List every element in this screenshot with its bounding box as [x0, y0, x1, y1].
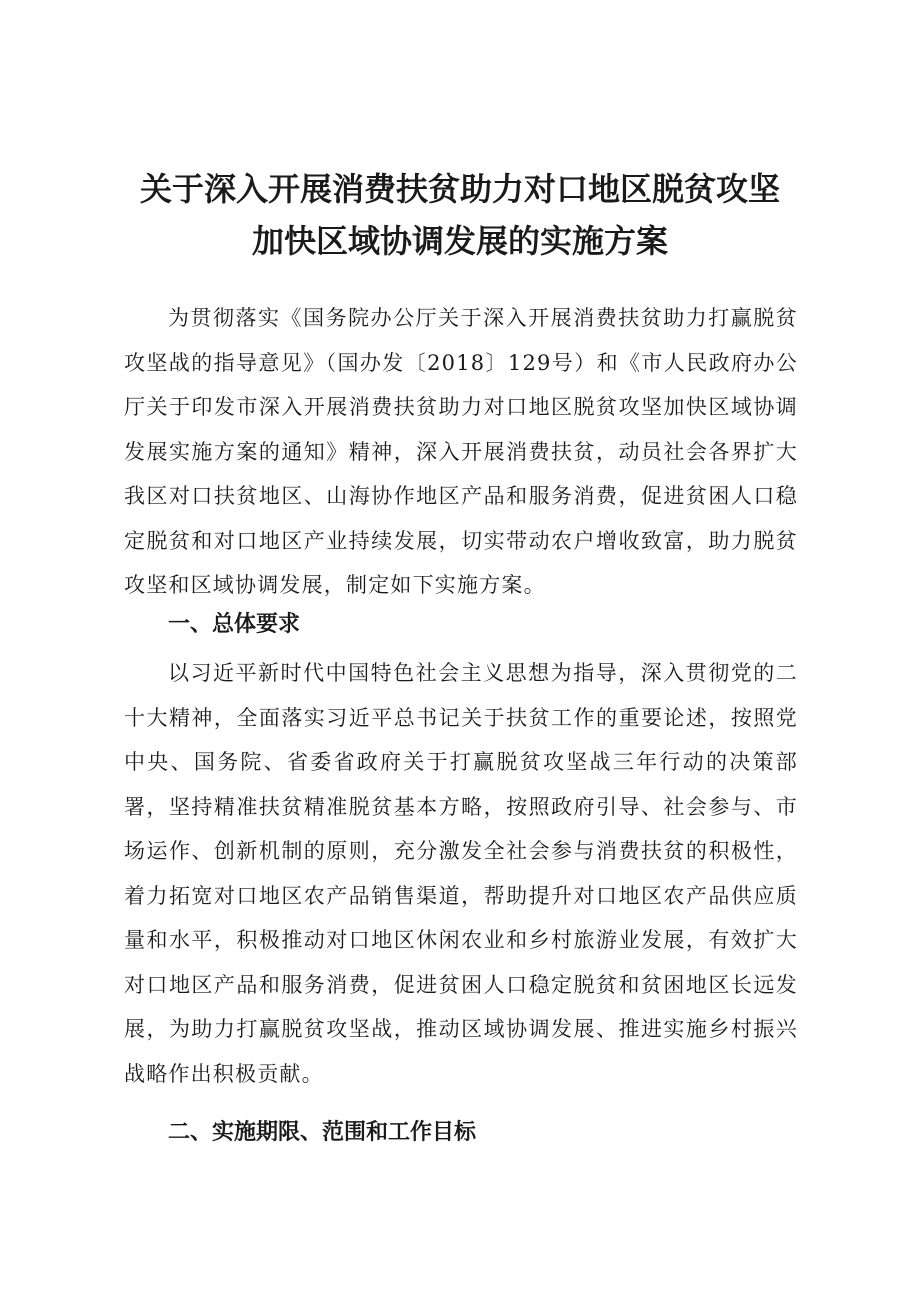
document-title-line-2: 加快区域协调发展的实施方案: [251, 222, 668, 260]
document-title: [100, 163, 820, 267]
document-title-line-1: 关于深入开展消费扶贫助力对口地区脱贫攻坚: [139, 170, 780, 208]
section-heading-general-requirements: 一、总体要求: [168, 612, 301, 637]
section-heading-period-scope-goals: 二、实施期限、范围和工作目标: [168, 1120, 477, 1145]
intro-paragraph: 为贯彻落实《国务院办公厅关于深入开展消费扶贫助力打赢脱贫攻坚战的指导意见》（国办发〔2018〕129号）和《市人民政府办公厅关于印发市深入开展消费扶贫助力对口地区脱贫攻坚加快区域协调发展实施方案的通知》精神，深入开展消费扶贫，动员社会各界扩大我区对口扶贫地区、山海协作地区产品和服务消费，促进贫困人口稳定脱贫和对口地区产业持续发展，切实带动农户增收致富，助力脱贫攻坚和区域协调发展，制定如下实施方案。: [124, 306, 798, 597]
general-requirements-paragraph: 以习近平新时代中国特色社会主义思想为指导，深入贯彻党的二十大精神，全面落实习近平总书记关于扶贫工作的重要论述，按照党中央、国务院、省委省政府关于打赢脱贫攻坚战三年行动的决策部署，坚持精准扶贫精准脱贫基本方略，按照政府引导、社会参与、市场运作、创新机制的原则，充分激发全社会参与消费扶贫的积极性，着力拓宽对口地区农产品销售渠道，帮助提升对口地区农产品供应质量和水平，积极推动对口地区休闲农业和乡村旅游业发展，有效扩大对口地区产品和服务消费，促进贫困人口稳定脱贫和贫困地区长远发展，为助力打赢脱贫攻坚战，推动区域协调发展、推进实施乡村振兴战略作出积极贡献。: [124, 661, 798, 1086]
